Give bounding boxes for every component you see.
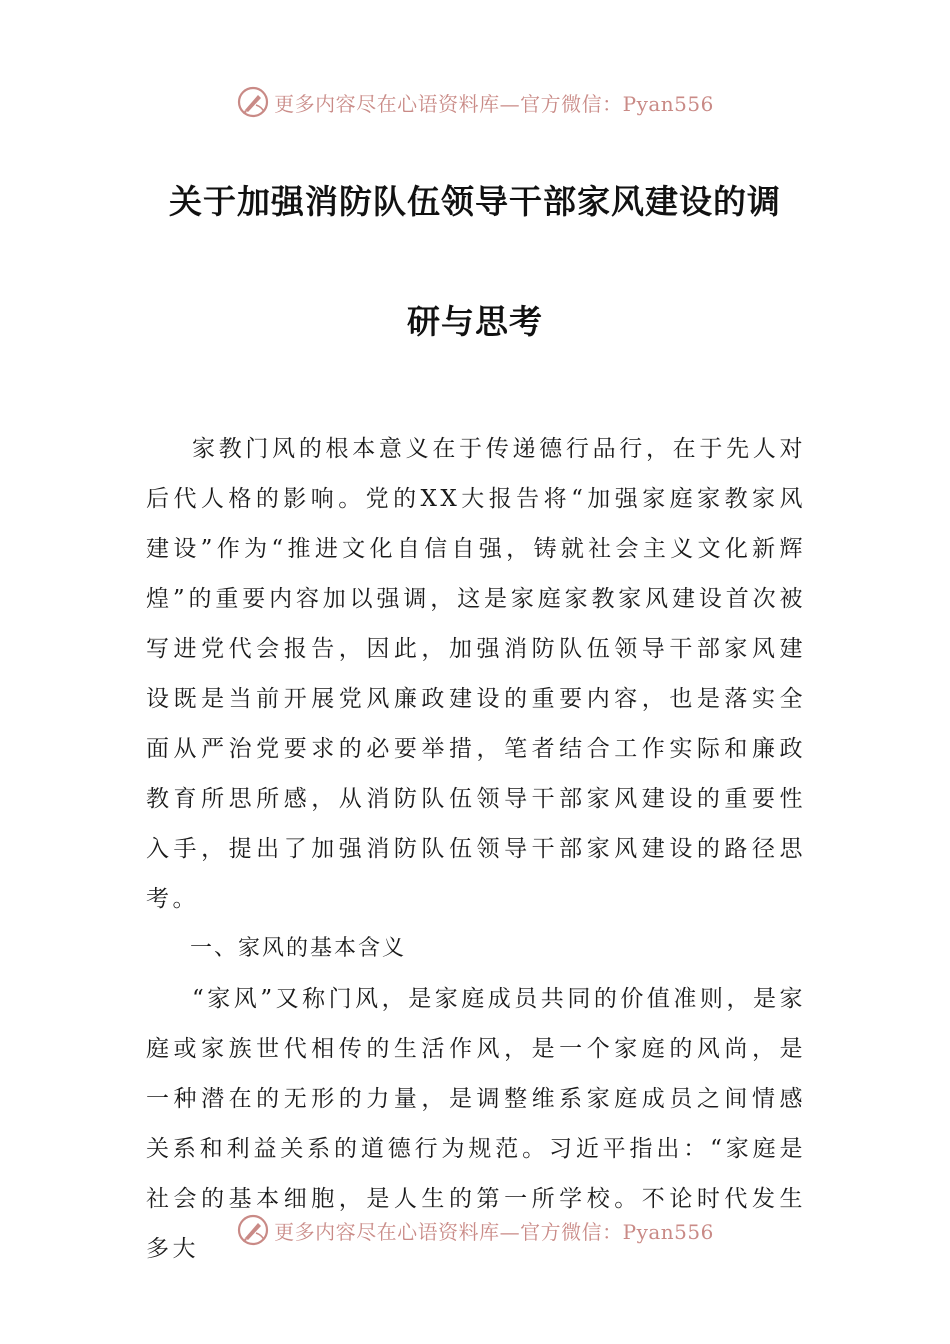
paragraph-intro: 家教门风的根本意义在于传递德行品行，在于先人对后代人格的影响。党的XX大报告将“加强家庭家教家风建设”作为“推进文化自信自强，铸就社会主义文化新辉煌”的重要内容加以强调，这是家庭家教家风建设首次被写进党代会报告，因此，加强消防队伍领导干部家风建设既是当前开展党风廉政建设的重要内容，也是落实全面从严治党要求的必要举措，笔者结合工作实际和廉政教育所思所感，从消防队伍领导干部家风建设的重要性入手，提出了加强消防队伍领导干部家风建设的路径思考。: [146, 436, 806, 912]
section-heading-1: 一、家风的基本含义: [190, 936, 407, 961]
pen-seal-icon: [236, 1213, 270, 1247]
document-title-line-1: 关于加强消防队伍领导干部家风建设的调: [169, 182, 781, 221]
header-watermark: [0, 82, 950, 122]
document-title-line-2: 研与思考: [407, 302, 543, 341]
document-body: [146, 424, 806, 1274]
paragraph-definition: “家风”又称门风，是家庭成员共同的价值准则，是家庭或家族世代相传的生活作风，是一个家庭的风尚，是一种潜在的无形的力量，是调整维系家庭成员之间情感关系和利益关系的道德行为规范。习近平指出：“家庭是社会的基本细胞，是人生的第一所学校。不论时代发生多大: [146, 986, 806, 1262]
watermark-text: 更多内容尽在心语资料库—官方微信：Pyan556: [274, 1219, 714, 1244]
pen-seal-icon: [236, 85, 270, 119]
footer-watermark: [0, 1210, 950, 1250]
watermark-text: 更多内容尽在心语资料库—官方微信：Pyan556: [274, 91, 714, 116]
